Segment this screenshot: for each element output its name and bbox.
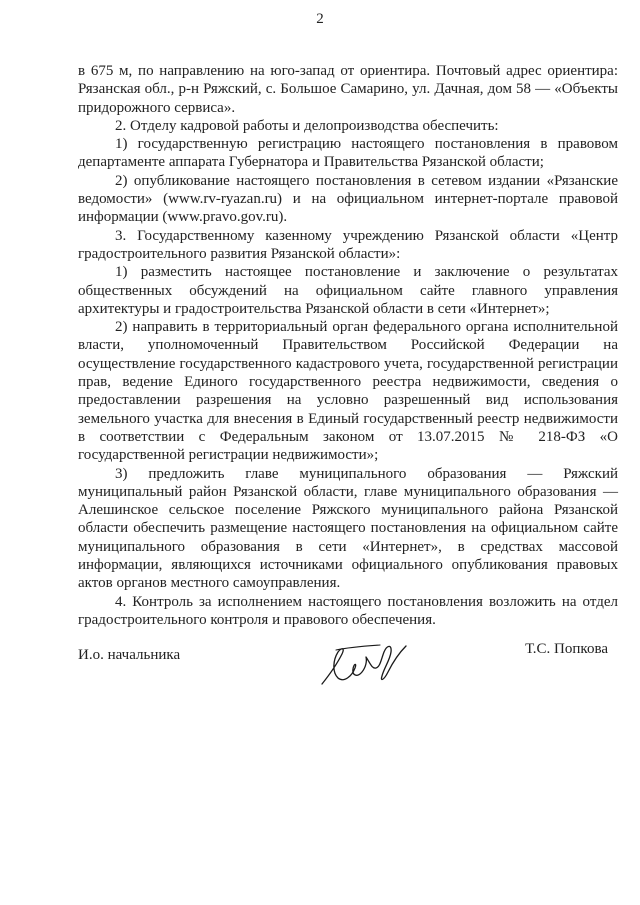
paragraph-item-3-2: 2) направить в территориальный орган федерального органа исполнительной власти, уполномоченный Правительством Российской Федерации на осуществление государственного кадастрового учета, государственной регистрации прав, ведение Единого государственного реестра недвижимости, сведения о предоставлении разрешения на условно разрешенный вид использования земельного участка для внесения в Единый государственный реестр недвижимости в соответствии с Федеральным законом от 13.07.2015 № 218-ФЗ «О государственной регистрации недвижимости»; <box>78 319 618 464</box>
signatory-name: Т.С. Попкова <box>525 641 608 657</box>
paragraph-address-continuation: в 675 м, по направлению на юго-запад от ориентира. Почтовый адрес ориентира: Рязанская обл., р-н Ряжский, с. Большое Самарино, ул. Дачная, дом 58 — «Объекты придорожного сервиса». <box>78 63 618 116</box>
paragraph-item-3: 3. Государственному казенному учреждению Рязанской области «Центр градостроительного развития Рязанской области»: <box>78 227 618 262</box>
signatory-role: И.о. начальника <box>78 647 181 663</box>
paragraph-item-3-3: 3) предложить главе муниципального образования — Ряжский муниципальный район Рязанской области, главе муниципального образования — Алешинское сельское поселение Ряжского муниципального района Рязанской области обеспечить размещение настоящего постановления на официальном сайте муниципального образования в сети «Интернет», в средствах массовой информации, являющихся источниками официального опубликования правовых актов органов местного самоуправления. <box>78 465 618 592</box>
paragraph-item-2-2: 2) опубликование настоящего постановления в сетевом издании «Рязанские ведомости» (www.rv-ryazan.ru) и на официальном интернет-портале правовой информации (www.pravo.gov.ru). <box>78 172 618 226</box>
paragraph-item-3-1: 1) разместить настоящее постановление и заключение о результатах общественных обсуждений на официальном сайте главного управления архитектуры и градостроительства Рязанской области в сети «Интернет»; <box>78 264 618 317</box>
paragraph-item-4: 4. Контроль за исполнением настоящего постановления возложить на отдел градостроительного контроля и правового обеспечения. <box>78 593 618 628</box>
page-number: 2 <box>316 11 324 27</box>
paragraph-item-2-1: 1) государственную регистрацию настоящего постановления в правовом департаменте аппарата Губернатора и Правительства Рязанской области; <box>78 136 618 171</box>
paragraph-item-2: 2. Отделу кадровой работы и делопроизводства обеспечить: <box>115 117 499 134</box>
signature-block <box>0 638 640 698</box>
document-body <box>78 62 618 629</box>
handwritten-signature <box>318 638 410 690</box>
